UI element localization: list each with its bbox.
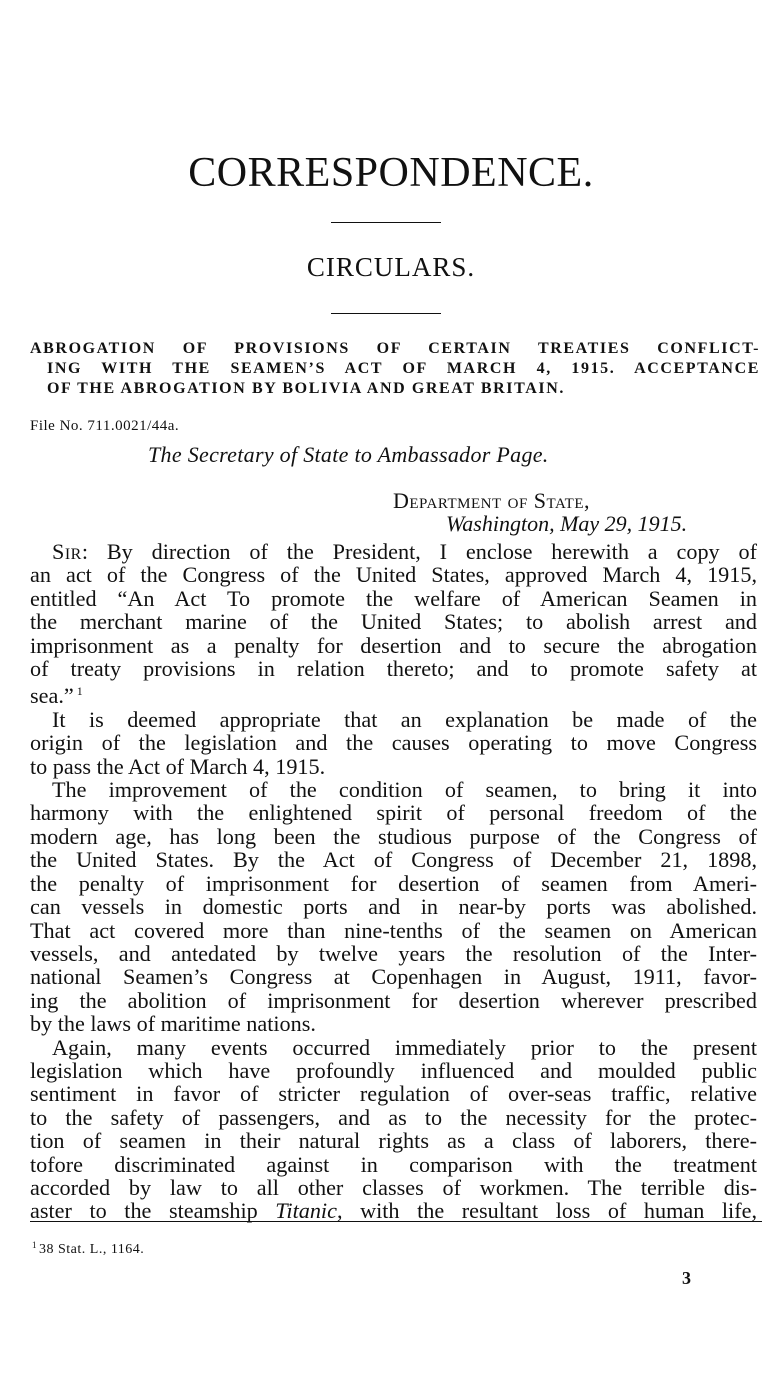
body-line: That act covered more than nine-tenths of the seamen on American [30,917,757,943]
letter-date: Washington, May 29, 1915. [446,511,688,536]
heading-line: ABROGATION OF PROVISIONS OF CERTAIN TREATIES CONFLICT- [30,340,760,357]
body-line: tofore discriminated against in comparison with the treatment [30,1151,757,1177]
footnote-text: 38 Stat. L., 1164. [39,1242,145,1257]
body-line: can vessels in domestic ports and in near-by ports was abolished. [30,894,757,920]
body-line: the United States. By the Act of Congress of December 21, 1898, [30,847,757,873]
heading-line: ING WITH THE SEAMEN’S ACT OF MARCH 4, 1915. ACCEPTANCE [47,360,760,377]
body-line: of treaty provisions in relation thereto; and to promote safety at [30,656,757,682]
salutation-sir: Sir [52,539,82,564]
body-line: to the safety of passengers, and as to the necessity for the protec- [30,1104,757,1130]
footnote [32,1240,144,1258]
body-line: tion of seamen in their natural rights as a class of laborers, there- [30,1128,757,1154]
body-line-rest: : By direction of the President, I enclose herewith a copy of [81,539,757,564]
body-line [30,1199,757,1222]
body-line: It is deemed appropriate that an explanation be made of the [52,706,757,732]
body-line: the penalty of imprisonment for desertion of seamen from Ameri- [30,870,757,896]
body-line: vessels, and antedated by twelve years the resolution of the Inter- [30,940,757,966]
body-line: modern age, has long been the studious purpose of the Congress of [30,823,757,849]
file-number: File No. 711.0021/44a. [30,418,180,434]
footnote-reference: 1 [76,684,83,699]
body-line-end: , with the resultant loss of human life, [336,1198,757,1224]
letter-addressee: The Secretary of State to Ambassador Page. [148,442,549,467]
body-line: the merchant marine of the United States; to abolish arrest and [30,609,757,635]
body-line: origin of the legislation and the causes operating to move Congress [30,730,757,756]
body-line [30,680,757,707]
body-line: harmony with the enlightened spirit of personal freedom of the [30,800,757,826]
body-line: ing the abolition of imprisonment for desertion wherever prescribed [30,987,757,1013]
body-line: to pass the Act of March 4, 1915. [30,753,326,779]
department-line: Department of State, [393,488,590,513]
body-line: The improvement of the condition of seamen, to bring it into [52,777,757,803]
body-line: imprisonment as a penalty for desertion and to secure the abrogation [30,632,757,658]
letter-body [30,540,757,1223]
body-line: Again, many events occurred immediately prior to the present [52,1034,757,1060]
body-line: entitled “An Act To promote the welfare of American Seamen in [30,585,757,611]
subtitle-divider [331,313,441,314]
body-line: national Seamen’s Congress at Copenhagen in August, 1911, favor- [30,964,757,990]
body-line: legislation which have profoundly influenced and moulded public [30,1057,757,1083]
body-line-text: sea.” [30,683,74,709]
ship-name-titanic: Titanic [275,1198,337,1224]
body-line-start: aster to the steamship [30,1198,276,1224]
title-divider [331,222,441,223]
page-number: 3 [682,1268,691,1288]
footnote-divider [30,1221,762,1222]
page-title: CORRESPONDENCE. [188,150,594,196]
section-subtitle: CIRCULARS. [306,252,476,282]
body-line: an act of the Congress of the United States, approved March 4, 1915, [30,562,757,588]
footnote-marker: 1 [32,1240,37,1250]
body-line: sentiment in favor of stricter regulation of over-seas traffic, relative [30,1081,757,1107]
body-line: by the laws of maritime nations. [30,1011,316,1037]
heading-line: OF THE ABROGATION BY BOLIVIA AND GREAT BRITAIN. [47,380,565,397]
document-heading [30,339,760,399]
body-line [30,540,757,563]
body-line: accorded by law to all other classes of workmen. The terrible dis- [30,1174,757,1200]
